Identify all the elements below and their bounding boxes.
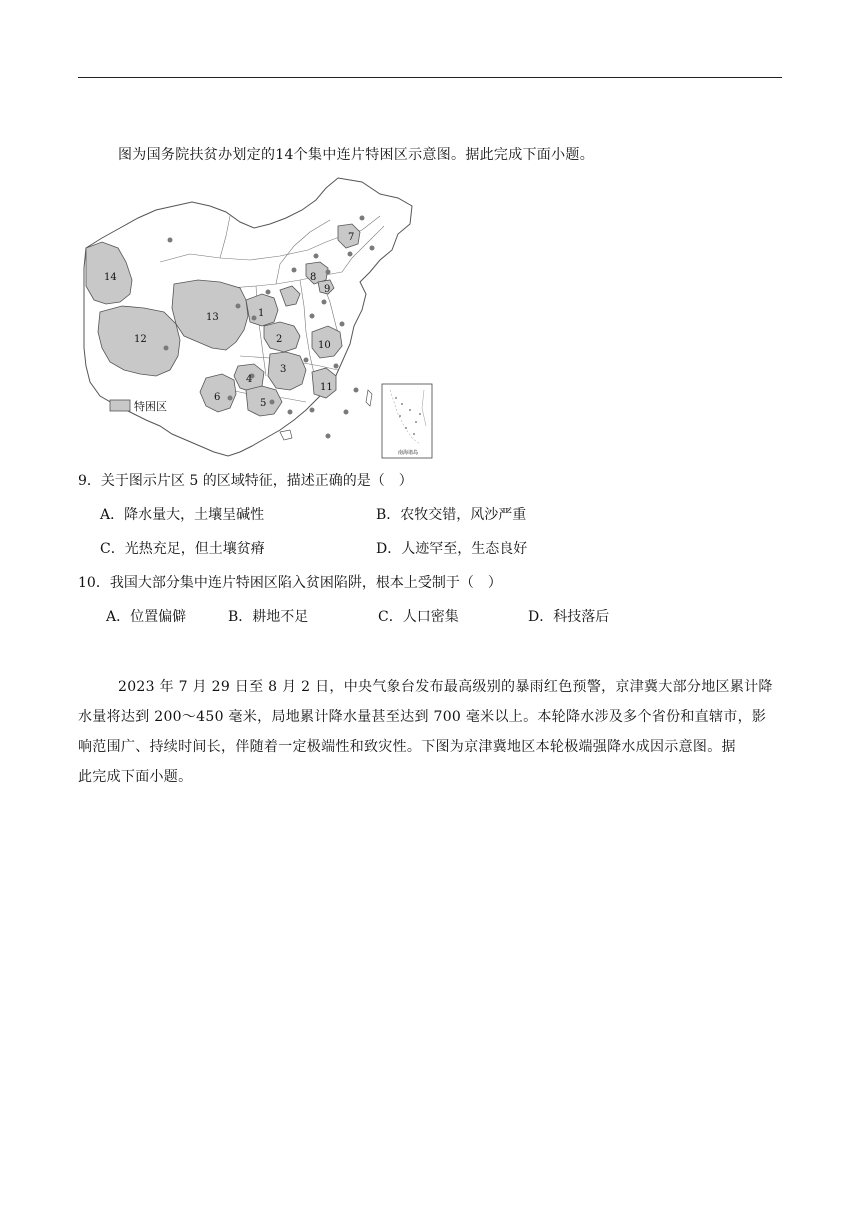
intro2-line-4: 此完成下面小题。 bbox=[78, 769, 193, 785]
label-14: 14 bbox=[104, 272, 117, 283]
label-5: 5 bbox=[260, 398, 267, 409]
q10-option-c: C．人口密集 bbox=[378, 609, 459, 625]
label-3: 3 bbox=[280, 364, 287, 375]
intro-paragraph-2 bbox=[78, 672, 782, 792]
region-3 bbox=[268, 352, 306, 390]
q10-option-d: D．科技落后 bbox=[528, 609, 610, 625]
label-6: 6 bbox=[214, 392, 221, 403]
label-8: 8 bbox=[310, 272, 317, 283]
south-china-sea-inset bbox=[382, 384, 432, 458]
inset-label: 南海诸岛 bbox=[398, 450, 419, 456]
q9-option-c: C．光热充足，但土壤贫瘠 bbox=[100, 541, 265, 557]
q10-option-a: A．位置偏僻 bbox=[106, 609, 187, 625]
label-11: 11 bbox=[320, 382, 333, 393]
label-2: 2 bbox=[276, 334, 283, 345]
intro2-line-3: 响范围广、持续时间长，伴随着一定极端性和致灾性。下图为京津冀地区本轮极端强降水成因示意图。据 bbox=[78, 739, 736, 755]
intro2-line-2: 水量将达到 200～450 毫米，局地累计降水量甚至达到 700 毫米以上。本轮降水涉及多个省份和直辖市，影 bbox=[78, 709, 767, 725]
q9-option-d: D．人迹罕至，生态良好 bbox=[376, 541, 528, 557]
label-4: 4 bbox=[246, 374, 253, 385]
header-rule bbox=[78, 77, 782, 78]
legend-label: 特困区 bbox=[134, 400, 167, 413]
label-13: 13 bbox=[206, 312, 219, 323]
label-12: 12 bbox=[134, 334, 147, 345]
intro-paragraph-1: 图为国务院扶贫办划定的14个集中连片特困区示意图。据此完成下面小题。 bbox=[118, 147, 595, 163]
label-7: 7 bbox=[348, 232, 355, 243]
q10-stem: 10．我国大部分集中连片特困区陷入贫困陷阱，根本上受制于（ ） bbox=[78, 575, 502, 591]
china-map-figure bbox=[80, 176, 436, 460]
label-10: 10 bbox=[318, 340, 331, 351]
q9-option-a: A．降水量大，土壤呈碱性 bbox=[100, 507, 265, 523]
q9-stem: 9．关于图示片区 5 的区域特征，描述正确的是（ ） bbox=[78, 473, 413, 489]
label-1: 1 bbox=[258, 308, 265, 319]
q10-option-b: B．耕地不足 bbox=[228, 609, 309, 625]
q9-option-b: B．农牧交错，风沙严重 bbox=[376, 507, 527, 523]
taiwan-island bbox=[366, 390, 372, 406]
poverty-region-map bbox=[80, 176, 436, 460]
legend-swatch bbox=[110, 400, 130, 411]
hainan-island bbox=[280, 430, 292, 440]
intro2-line-1: 2023 年 7 月 29 日至 8 月 2 日，中央气象台发布最高级别的暴雨红色预警，京津冀大部分地区累计降 bbox=[118, 679, 773, 695]
label-9: 9 bbox=[324, 284, 331, 295]
